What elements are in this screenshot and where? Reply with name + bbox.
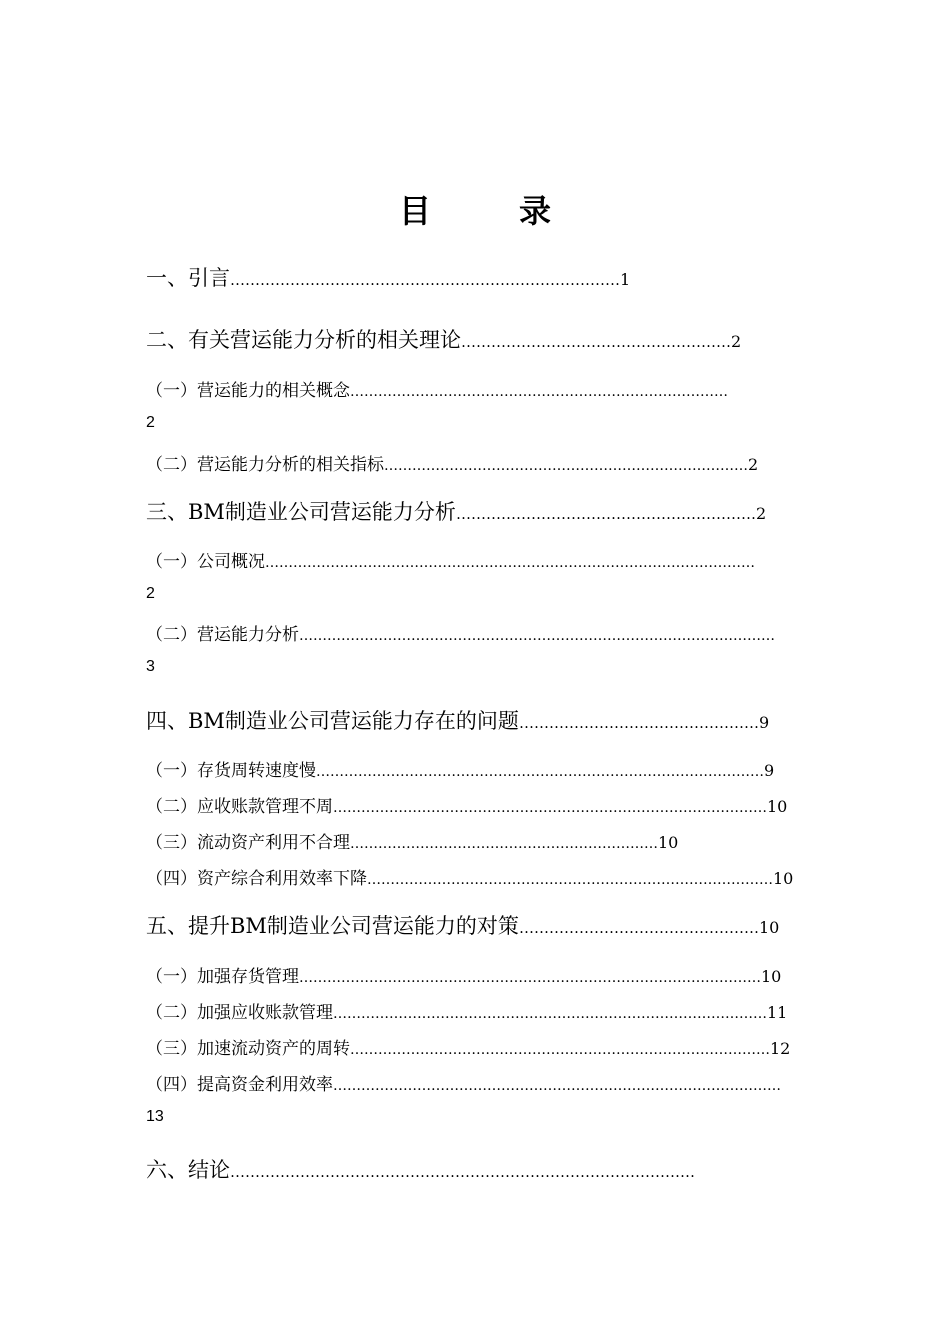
toc-leader: ………………………………………………………………………………… [333, 800, 767, 816]
toc-entry-turnover[interactable] [146, 1034, 790, 1059]
toc-leader: …………………………………………………………………… [230, 271, 620, 289]
toc-page-number: 10 [773, 869, 794, 888]
toc-entry-text: （二）加强应收账款管理 [146, 1003, 333, 1023]
toc-entry-inventory-mgmt[interactable] [146, 962, 781, 987]
toc-page-number: 10 [658, 833, 679, 852]
toc-entry-text: （四）资产综合利用效率下降 [146, 869, 367, 889]
toc-entry-concept[interactable] [146, 376, 728, 401]
toc-page-number: 10 [761, 967, 782, 986]
toc-entry-text: （三）加速流动资产的周转 [146, 1039, 350, 1059]
toc-leader: ………………………………………………………………………………… [333, 1006, 767, 1022]
toc-leader: ………………………………………… [518, 919, 759, 937]
toc-entry-text: （一）加强存货管理 [146, 967, 299, 987]
toc-entry-text: （二）营运能力分析的相关指标 [146, 455, 384, 475]
toc-entry-text: （三）流动资产利用不合理 [146, 833, 350, 853]
toc-entry-text: （一）存货周转速度慢 [146, 761, 316, 781]
toc-leader: ………………………………………………………………………………………… [299, 628, 775, 644]
toc-leader: …………………………………………………… [455, 505, 756, 523]
toc-page-number: 2 [755, 504, 767, 523]
toc-entry-text: （一）公司概况 [146, 552, 265, 572]
toc-leader: ……………………………………………………………………………… [350, 1042, 770, 1058]
toc-entry-text: 二、有关营运能力分析的相关理论 [146, 328, 461, 352]
toc-page-number: 3 [146, 658, 155, 675]
toc-page-number: 12 [770, 1039, 791, 1058]
toc-leader: …………………………………………………………………………… [367, 872, 773, 888]
toc-entry-text: 一、引言 [146, 266, 230, 290]
toc-entry-analysis[interactable] [146, 496, 766, 526]
toc-entry-receivables[interactable] [146, 792, 787, 817]
toc-leader: …………………………………………………………………………………… [316, 764, 764, 780]
toc-entry-receivables-mgmt[interactable] [146, 998, 787, 1023]
toc-leader: …………………………………………………………………… [384, 458, 748, 474]
toc-entry-text: （一）营运能力的相关概念 [146, 381, 350, 401]
toc-entry-theory[interactable] [146, 324, 741, 354]
toc-leader: ……………………………………………………………………………………… [299, 970, 761, 986]
toc-page-number: 2 [748, 455, 759, 474]
toc-entry-problems[interactable] [146, 705, 769, 735]
toc-entry-text: 五、提升BM制造业公司营运能力的对策 [146, 914, 519, 938]
toc-entry-text: 六、结论 [146, 1158, 230, 1182]
toc-page-number: 13 [146, 1108, 164, 1125]
toc-entry-text: 三、BM制造业公司营运能力分析 [146, 500, 456, 524]
toc-entry-text: （四）提高资金利用效率 [146, 1075, 333, 1095]
toc-entry-overview[interactable] [146, 547, 755, 572]
toc-entry-measures[interactable] [146, 910, 779, 940]
toc-page-number: 10 [758, 918, 780, 937]
toc-page-number: 2 [146, 585, 155, 602]
toc-page-number: 1 [620, 270, 631, 289]
toc-leader: …………………………………………………………………………………………… [265, 555, 755, 571]
toc-entry-text: 四、BM制造业公司营运能力存在的问题 [146, 709, 519, 733]
toc-leader: ……………………………………………… [461, 333, 731, 351]
toc-entry-conclusion[interactable] [146, 1154, 695, 1184]
toc-entry-indicators[interactable] [146, 450, 758, 475]
toc-page-number: 10 [767, 797, 788, 816]
toc-entry-inventory-slow[interactable] [146, 756, 774, 781]
toc-entry-fund-efficiency[interactable] [146, 1070, 781, 1095]
toc-page-number: 2 [731, 332, 742, 351]
toc-leader: ………………………………………………………………………………… [230, 1163, 695, 1181]
toc-leader: ………………………………………… [518, 714, 759, 732]
toc-title: 目 录 [398, 192, 579, 230]
toc-page-number: 2 [146, 414, 155, 431]
toc-entry-current-assets[interactable] [146, 828, 678, 853]
toc-entry-asset-efficiency[interactable] [146, 864, 793, 889]
toc-leader: ………………………………………………………… [350, 836, 658, 852]
toc-leader: ……………………………………………………………………… [350, 384, 728, 400]
toc-page-number: 9 [764, 761, 775, 780]
toc-page-number: 9 [758, 713, 770, 732]
toc-entry-intro[interactable] [146, 262, 630, 292]
toc-page-number: 11 [767, 1003, 788, 1022]
toc-entry-text: （二）应收账款管理不周 [146, 797, 333, 817]
toc-entry-text: （二）营运能力分析 [146, 625, 299, 645]
toc-entry-operating-analysis[interactable] [146, 620, 775, 645]
toc-leader: …………………………………………………………………………………… [333, 1078, 781, 1094]
